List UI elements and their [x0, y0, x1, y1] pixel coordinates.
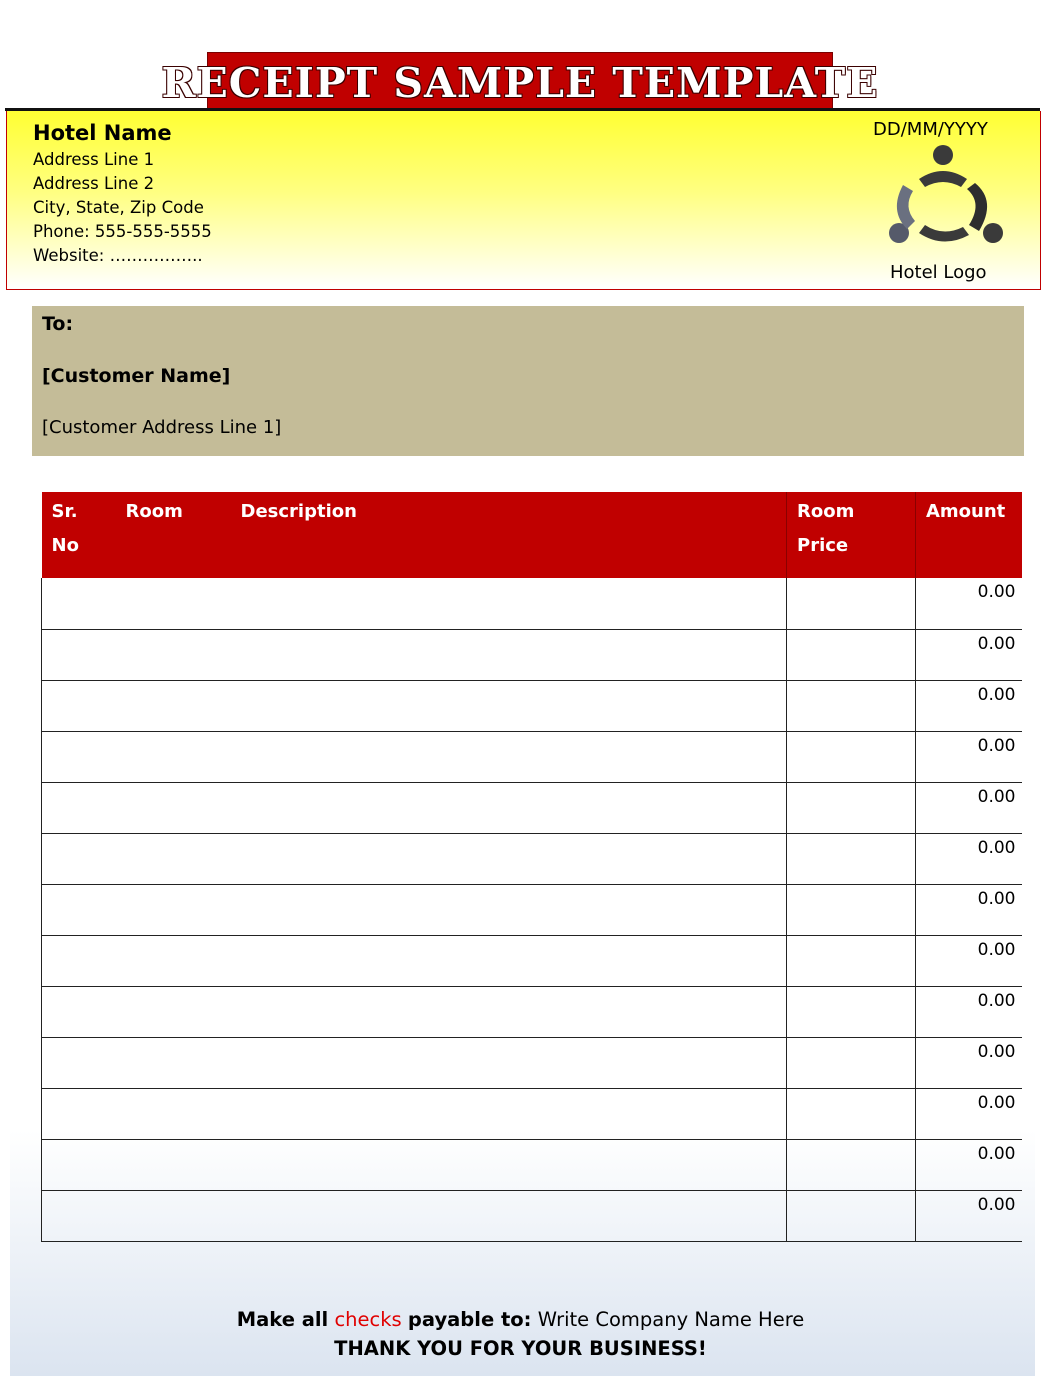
city-state-zip: City, State, Zip Code	[33, 198, 204, 217]
table-row	[42, 986, 1022, 1037]
room-price-cell[interactable]	[787, 986, 916, 1037]
table-row	[42, 578, 1022, 629]
recipient-panel	[32, 306, 1024, 456]
header-description: Description	[240, 501, 357, 522]
room-price-cell[interactable]	[787, 1190, 916, 1241]
header-room-price-line2: Price	[797, 535, 849, 556]
amount-cell: 0.00	[916, 782, 1022, 833]
header-room-price-line1: Room	[797, 501, 855, 522]
room-price-cell[interactable]	[787, 935, 916, 986]
amount-cell: 0.00	[916, 629, 1022, 680]
description-cell[interactable]	[42, 884, 787, 935]
description-cell[interactable]	[42, 629, 787, 680]
amount-cell: 0.00	[916, 884, 1022, 935]
payment-instructions	[0, 1308, 1041, 1331]
receipt-items-table	[41, 492, 1022, 1242]
amount-cell: 0.00	[916, 833, 1022, 884]
customer-address: [Customer Address Line 1]	[42, 417, 282, 438]
amount-cell: 0.00	[916, 935, 1022, 986]
title-banner	[161, 52, 879, 114]
description-cell[interactable]	[42, 1088, 787, 1139]
room-price-cell[interactable]	[787, 884, 916, 935]
description-cell[interactable]	[42, 578, 787, 629]
amount-cell: 0.00	[916, 578, 1022, 629]
thank-you-text: THANK YOU FOR YOUR BUSINESS!	[334, 1337, 707, 1360]
table-row	[42, 731, 1022, 782]
room-price-cell[interactable]	[787, 680, 916, 731]
table-row	[42, 1190, 1022, 1241]
header-sr-room-description	[42, 492, 787, 578]
table-row	[42, 833, 1022, 884]
table-row	[42, 935, 1022, 986]
description-cell[interactable]	[42, 833, 787, 884]
to-label: To:	[42, 313, 74, 335]
room-price-cell[interactable]	[787, 833, 916, 884]
description-cell[interactable]	[42, 1139, 787, 1190]
logo-caption: Hotel Logo	[890, 262, 987, 283]
header-room: Room	[125, 501, 183, 522]
room-price-cell[interactable]	[787, 578, 916, 629]
people-circle-logo-icon	[879, 141, 1009, 256]
table-row	[42, 680, 1022, 731]
amount-cell: 0.00	[916, 1190, 1022, 1241]
room-price-cell[interactable]	[787, 1037, 916, 1088]
customer-name: [Customer Name]	[42, 365, 231, 387]
payable-to-text: payable to:	[407, 1308, 532, 1331]
description-cell[interactable]	[42, 731, 787, 782]
table-row	[42, 1139, 1022, 1190]
page-title: RECEIPT SAMPLE TEMPLATE	[161, 59, 879, 107]
table-row	[42, 782, 1022, 833]
address-line-1: Address Line 1	[33, 150, 155, 169]
description-cell[interactable]	[42, 782, 787, 833]
table-row	[42, 629, 1022, 680]
receipt-date: DD/MM/YYYY	[873, 119, 988, 140]
amount-cell: 0.00	[916, 1088, 1022, 1139]
description-cell[interactable]	[42, 1190, 787, 1241]
room-price-cell[interactable]	[787, 1088, 916, 1139]
amount-cell: 0.00	[916, 1139, 1022, 1190]
hotel-name: Hotel Name	[33, 121, 172, 145]
description-cell[interactable]	[42, 986, 787, 1037]
room-price-cell[interactable]	[787, 629, 916, 680]
address-line-2: Address Line 2	[33, 174, 155, 193]
hotel-info-panel	[6, 111, 1041, 290]
table-row	[42, 1088, 1022, 1139]
make-all-text: Make all	[236, 1308, 329, 1331]
table-header-row	[42, 492, 1022, 578]
description-cell[interactable]	[42, 680, 787, 731]
description-cell[interactable]	[42, 1037, 787, 1088]
table-row	[42, 884, 1022, 935]
amount-cell: 0.00	[916, 680, 1022, 731]
header-sr: Sr.	[51, 501, 78, 522]
header-room-price	[787, 492, 916, 578]
company-name-text: Write Company Name Here	[537, 1308, 805, 1331]
header-sr-no	[52, 495, 79, 563]
description-cell[interactable]	[42, 935, 787, 986]
header-amount: Amount	[916, 492, 1022, 578]
amount-cell: 0.00	[916, 1037, 1022, 1088]
website: Website: ……………..	[33, 246, 203, 265]
room-price-cell[interactable]	[787, 1139, 916, 1190]
amount-cell: 0.00	[916, 986, 1022, 1037]
phone: Phone: 555-555-5555	[33, 222, 212, 241]
checks-text: checks	[334, 1308, 402, 1331]
amount-cell: 0.00	[916, 731, 1022, 782]
table-row	[42, 1037, 1022, 1088]
room-price-cell[interactable]	[787, 782, 916, 833]
room-price-cell[interactable]	[787, 731, 916, 782]
header-no: No	[51, 535, 79, 556]
